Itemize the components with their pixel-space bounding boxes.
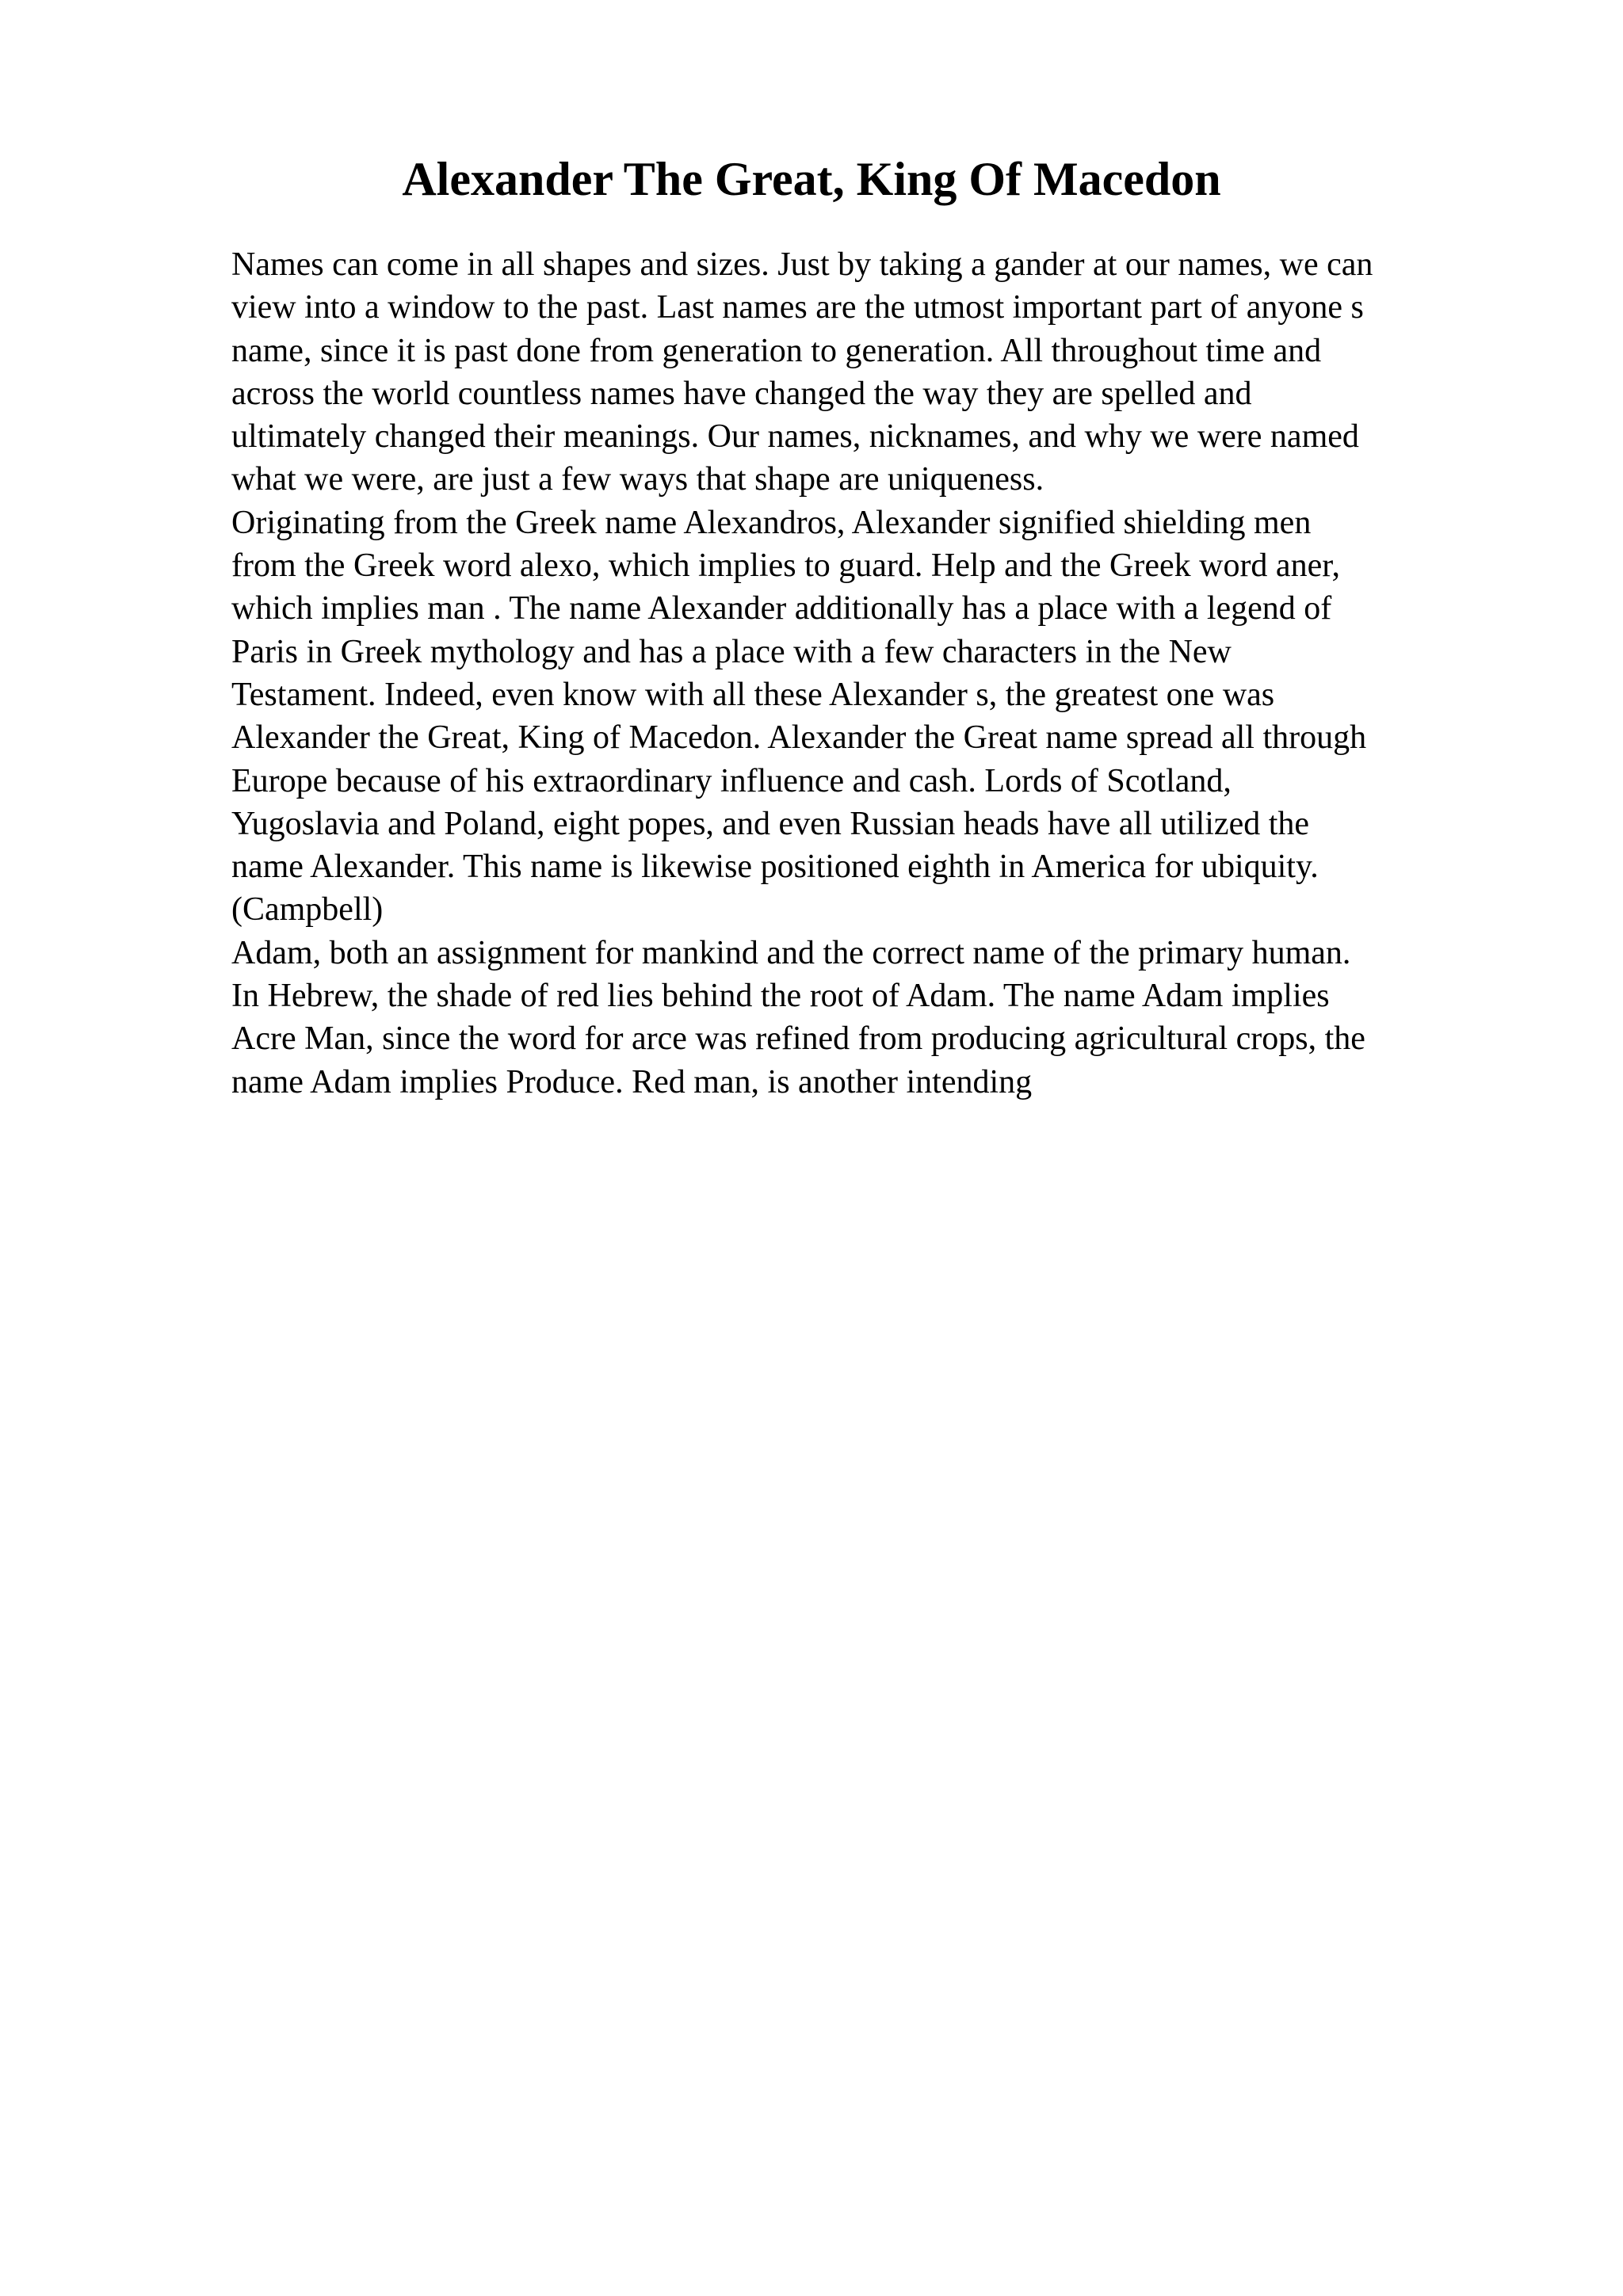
text-line-5: ultimately changed their meanings. Our names, nicknames, and why we were named [231, 418, 1359, 456]
text-line-15: name Alexander. This name is likewise positioned eighth in America for ubiquity. [231, 849, 1319, 886]
text-line-8: from the Greek word alexo, which implies to guard. Help and the Greek word aner, [231, 547, 1341, 585]
text-line-9: which implies man . The name Alexander additionally has a place with a legend of [231, 590, 1332, 627]
text-line-17: Adam, both an assignment for mankind and the correct name of the primary human. [231, 934, 1351, 971]
document-title: Alexander The Great, King Of Macedon [402, 153, 1221, 205]
text-line-4: across the world countless names have changed the way they are spelled and [231, 375, 1252, 412]
text-line-18: In Hebrew, the shade of red lies behind the root of Adam. The name Adam implies [231, 978, 1330, 1015]
text-line-2: view into a window to the past. Last names are the utmost important part of anyone s [231, 289, 1364, 326]
text-line-14: Yugoslavia and Poland, eight popes, and even Russian heads have all utilized the [231, 805, 1310, 842]
text-line-13: Europe because of his extraordinary influence and cash. Lords of Scotland, [231, 762, 1232, 799]
text-line-3: name, since it is past done from generation to generation. All throughout time and [231, 332, 1322, 369]
text-line-16: (Campbell) [231, 891, 384, 929]
text-line-20: name Adam implies Produce. Red man, is another intending [231, 1063, 1033, 1100]
text-line-12: Alexander the Great, King of Macedon. Alexander the Great name spread all through [231, 719, 1367, 757]
text-line-6: what we were, are just a few ways that shape are uniqueness. [231, 461, 1044, 498]
text-line-1: Names can come in all shapes and sizes. Just by taking a gander at our names, we can [231, 246, 1373, 283]
text-line-10: Paris in Greek mythology and has a place with a few characters in the New [231, 633, 1232, 670]
text-line-11: Testament. Indeed, even know with all these Alexander s, the greatest one was [231, 676, 1275, 713]
text-line-19: Acre Man, since the word for arce was refined from producing agricultural crops, the [231, 1020, 1365, 1058]
document-body [231, 243, 1515, 1104]
text-line-7: Originating from the Greek name Alexandros, Alexander signified shielding men [231, 504, 1312, 541]
